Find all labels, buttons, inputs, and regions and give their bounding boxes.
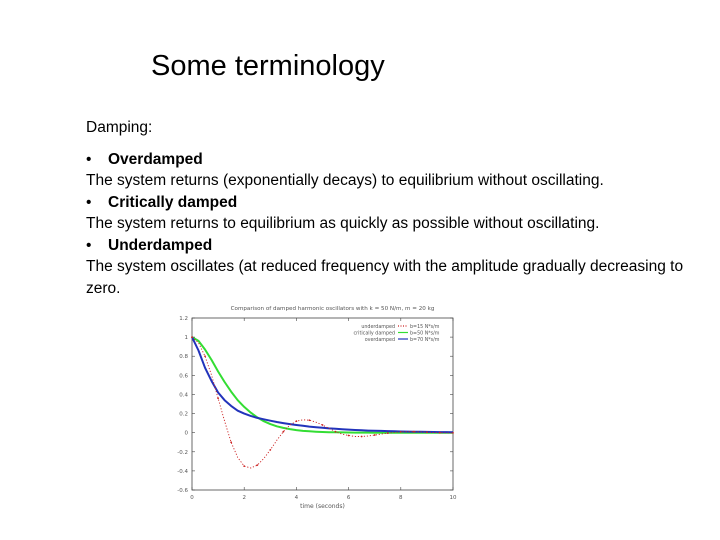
x-tick-label: 8 xyxy=(399,495,403,501)
data-point-underdamped xyxy=(269,449,271,451)
data-point-underdamped xyxy=(309,419,311,421)
y-tick-label: -0.6 xyxy=(177,488,188,494)
legend-label-overdamped: b=70 N*s/m xyxy=(410,337,440,343)
data-point-underdamped xyxy=(361,436,363,438)
damping-chart-svg xyxy=(170,298,470,514)
damping-heading: Damping: xyxy=(86,119,153,136)
legend-name-critically-damped: critically damped xyxy=(353,331,395,337)
y-tick-label: 0 xyxy=(184,430,188,437)
bullet-dot: • xyxy=(86,193,92,211)
y-tick-label: 1.2 xyxy=(179,316,188,322)
slide-body xyxy=(86,117,696,299)
x-tick-label: 4 xyxy=(294,495,299,501)
data-point-underdamped xyxy=(374,434,376,436)
y-tick-label: -0.2 xyxy=(177,449,188,456)
y-tick-label: 1 xyxy=(184,335,188,342)
bullet-critically-damped xyxy=(86,192,696,214)
chart-title: Comparison of damped harmonic oscillators with k = 50 N/m, m = 20 kg xyxy=(230,306,435,312)
term-underdamped: Underdamped xyxy=(108,236,213,254)
bullet-overdamped xyxy=(86,149,696,171)
description-overdamped: The system returns (exponentially decays) to equilibrium without oscillating. xyxy=(86,172,604,189)
y-tick-label: 0.4 xyxy=(179,392,188,399)
x-tick-label: 2 xyxy=(242,495,246,501)
bullet-underdamped xyxy=(86,235,696,257)
term-critically-damped: Critically damped xyxy=(108,193,238,211)
series-line-critically-damped xyxy=(192,337,453,433)
damping-chart xyxy=(170,298,470,514)
description-critically-damped: The system returns to equilibrium as quickly as possible without oscillating. xyxy=(86,215,600,232)
data-point-underdamped xyxy=(217,397,219,399)
data-point-underdamped xyxy=(243,465,245,467)
y-tick-label: 0.6 xyxy=(179,373,188,380)
data-point-underdamped xyxy=(230,441,232,443)
data-point-underdamped xyxy=(426,431,428,433)
data-point-underdamped xyxy=(348,435,350,437)
data-point-underdamped xyxy=(400,431,402,433)
x-tick-label: 6 xyxy=(346,495,351,501)
series-line-underdamped xyxy=(192,337,453,468)
legend-label-critically-damped: b=50 N*s/m xyxy=(410,331,440,337)
y-tick-label: 0.8 xyxy=(179,354,188,361)
data-point-underdamped xyxy=(256,464,258,466)
x-axis-label: time (seconds) xyxy=(300,503,345,510)
data-point-underdamped xyxy=(413,431,415,433)
data-point-underdamped xyxy=(452,432,454,434)
data-point-underdamped xyxy=(282,431,284,433)
description-underdamped: The system oscillates (at reduced frequency with the amplitude gradually decreasing to zero. xyxy=(86,258,684,297)
y-tick-label: 0.2 xyxy=(179,411,188,418)
x-tick-label: 0 xyxy=(190,495,194,501)
y-tick-label: -0.4 xyxy=(177,468,188,475)
data-point-underdamped xyxy=(296,420,298,422)
series-line-overdamped xyxy=(192,337,453,432)
data-point-underdamped xyxy=(191,336,193,338)
data-point-underdamped xyxy=(322,424,324,426)
legend-name-underdamped: underdamped xyxy=(361,324,395,330)
slide-title: Some terminology xyxy=(151,50,385,82)
data-point-underdamped xyxy=(387,432,389,434)
legend-label-underdamped: b=15 N*s/m xyxy=(410,324,440,330)
legend-name-overdamped: overdamped xyxy=(364,337,395,343)
data-point-underdamped xyxy=(439,432,441,434)
x-tick-label: 10 xyxy=(449,495,457,501)
term-overdamped: Overdamped xyxy=(108,150,203,168)
data-point-underdamped xyxy=(204,355,206,357)
data-point-underdamped xyxy=(335,431,337,433)
bullet-dot: • xyxy=(86,236,92,254)
plot-frame xyxy=(192,318,453,490)
bullet-dot: • xyxy=(86,150,92,168)
